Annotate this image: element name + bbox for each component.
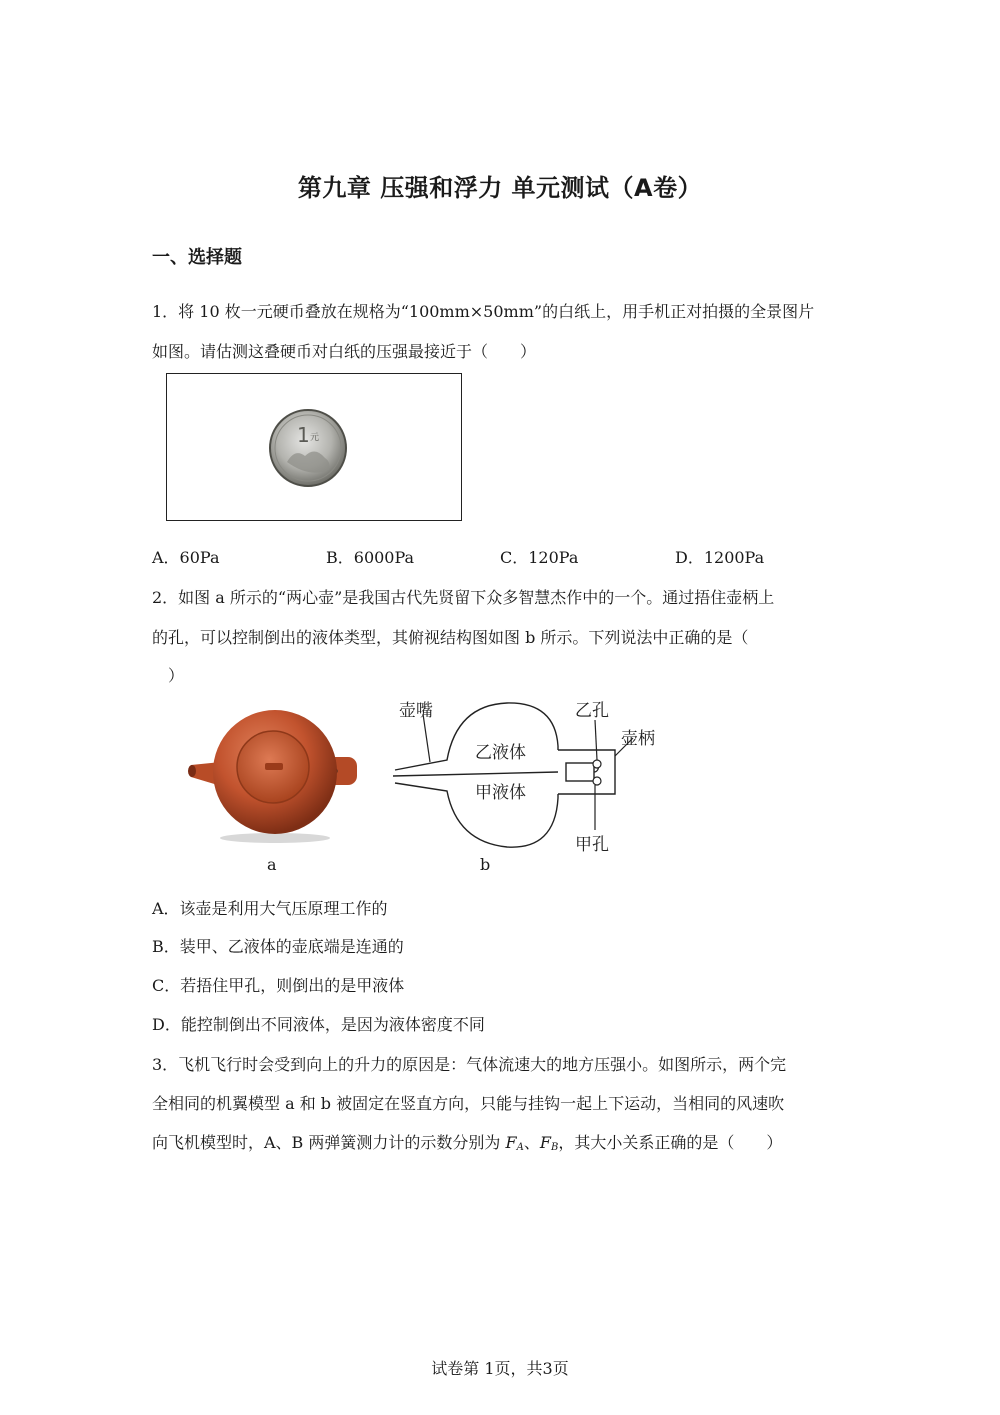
page-title: 第九章 压强和浮力 单元测试（A卷）: [297, 174, 703, 202]
fig-a-caption: a: [267, 855, 277, 874]
q2-text-line3: ）: [152, 666, 185, 685]
q1-text-line1: 1．将 10 枚一元硬币叠放在规格为“100mm×50mm”的白纸上，用手机正对拍摄的全景图片: [152, 302, 815, 321]
q3-text-line1: 3．飞机飞行时会受到向上的升力的原因是：气体流速大的地方压强小。如图所示，两个完: [152, 1055, 787, 1074]
q2-text-line1: 2．如图 a 所示的“两心壶”是我国古代先贤留下众多智慧杰作中的一个。通过捂住壶柄上: [152, 588, 775, 607]
q2-option-b[interactable]: B．装甲、乙液体的壶底端是连通的: [152, 937, 404, 956]
q3-separator: 、: [523, 1133, 540, 1152]
fig-b-caption: b: [480, 855, 491, 874]
section-heading: 一、选择题: [152, 247, 242, 268]
force-subscript-a: A: [516, 1142, 524, 1153]
label-liquid-yi: 乙液体: [475, 743, 526, 763]
q3-text-line3: [152, 1130, 782, 1153]
label-liquid-jia: 甲液体: [475, 783, 526, 803]
q1-option-c[interactable]: C．120Pa: [500, 548, 579, 567]
q1-text-line2: 如图。请估测这叠硬币对白纸的压强最接近于（ ）: [152, 342, 537, 361]
q2-option-c[interactable]: C．若捂住甲孔，则倒出的是甲液体: [152, 976, 405, 995]
svg-text:元: 元: [310, 433, 320, 443]
q2-option-a[interactable]: A．该壶是利用大气压原理工作的: [152, 899, 388, 918]
page-footer: 试卷第 1页，共3页: [431, 1359, 569, 1378]
q1-option-a[interactable]: A．60Pa: [152, 548, 220, 567]
label-spout: 壶嘴: [399, 701, 433, 721]
coin-photo-frame: [166, 373, 462, 521]
q3-line3-post: ，其大小关系正确的是（ ）: [558, 1133, 783, 1152]
q3-text-line2: 全相同的机翼模型 a 和 b 被固定在竖直方向，只能与挂钩一起上下运动，当相同的风速吹: [152, 1094, 785, 1113]
coin-image: [167, 374, 460, 519]
q1-option-d[interactable]: D．1200Pa: [675, 548, 765, 567]
svg-text:1: 1: [297, 423, 310, 447]
force-subscript-b: B: [550, 1142, 559, 1153]
label-hole-yi: 乙孔: [575, 701, 609, 721]
teapot-photo: [185, 705, 365, 849]
q2-text-line2: 的孔，可以控制倒出的液体类型，其俯视结构图如图 b 所示。下列说法中正确的是（: [152, 628, 749, 647]
q3-line3-pre: 向飞机模型时，A、B 两弹簧测力计的示数分别为: [152, 1133, 506, 1152]
label-handle: 壶柄: [621, 729, 655, 749]
force-symbol-b: F: [539, 1133, 551, 1152]
q1-option-b[interactable]: B．6000Pa: [326, 548, 415, 567]
force-symbol-a: F: [505, 1133, 517, 1152]
q2-option-d[interactable]: D．能控制倒出不同液体，是因为液体密度不同: [152, 1015, 485, 1034]
label-hole-jia: 甲孔: [575, 835, 609, 855]
teapot-structure-diagram: [385, 690, 705, 874]
